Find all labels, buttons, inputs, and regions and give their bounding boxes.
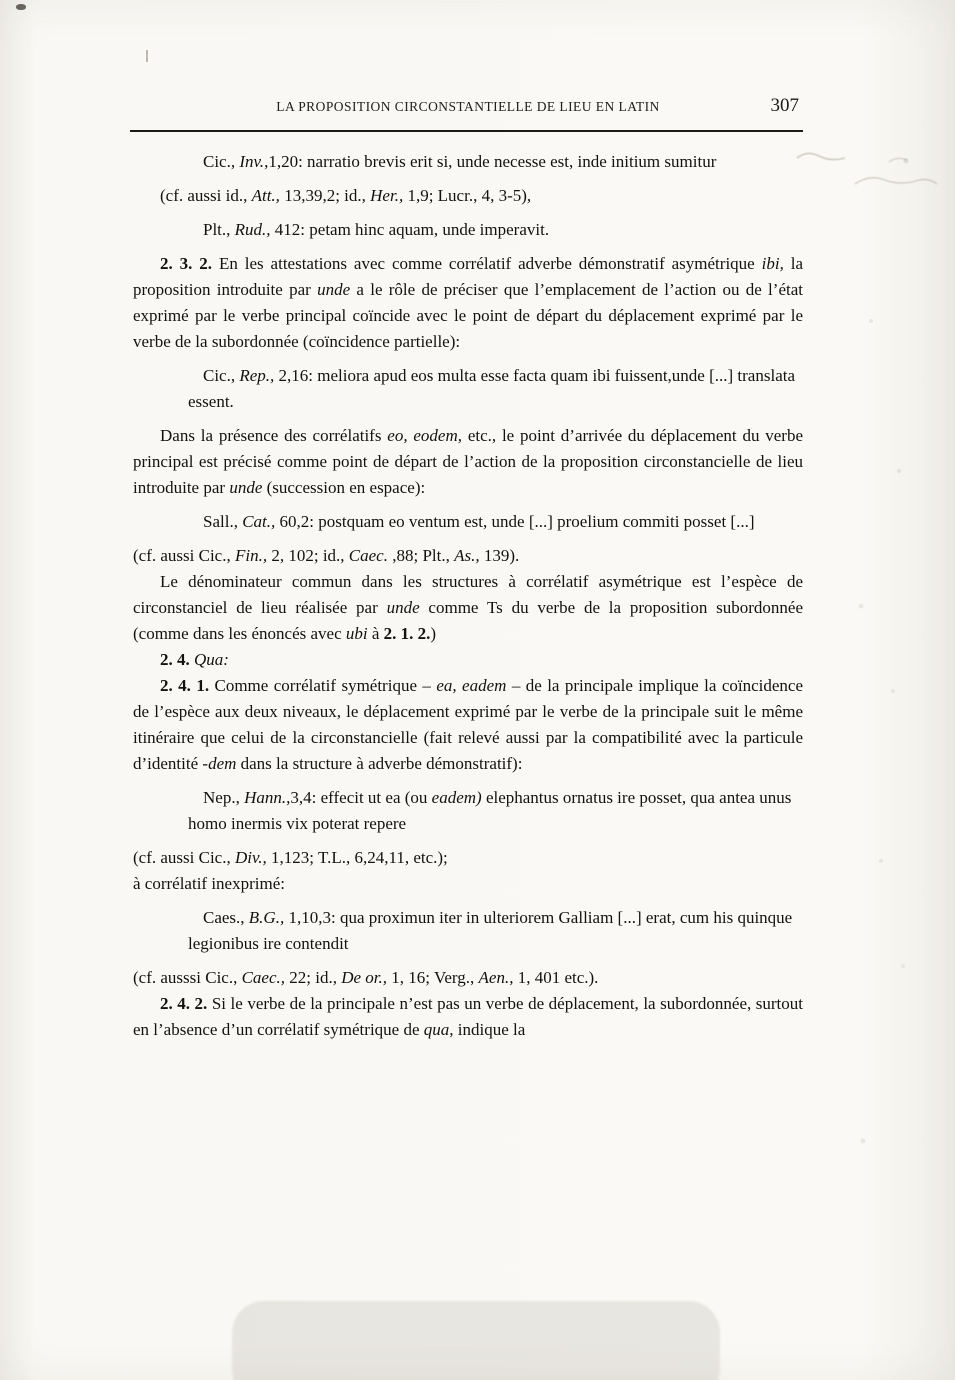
text-segment: unde — [229, 478, 263, 497]
text-segment: 412: petam hinc aquam, unde imperavit. — [270, 220, 550, 239]
text-segment: qua, — [423, 1020, 454, 1039]
text-segment: eadem) — [431, 788, 482, 807]
text-segment: (cf. aussi Cic., — [133, 546, 235, 565]
scan-speck — [16, 4, 26, 10]
text-segment: Inv. — [239, 152, 265, 171]
paragraph — [133, 871, 803, 897]
text-segment: 139). — [479, 546, 520, 565]
paragraph — [133, 569, 803, 647]
text-segment: – de la principale implique la coïncidence de l’espèce aux deux niveaux, le déplacement exprimé par le verbe de la principale suit le même itinéraire que celui de la circonstancielle (fait relevé aussi par la compatibilité avec la particule d’identité — [133, 676, 803, 773]
text-segment: 3,4: effecit ut ea (ou — [290, 788, 432, 807]
text-segment: a le rôle de préciser que l’emplacement de l’action ou de l’état exprimé par le verbe principal coïncide avec le point de départ du déplacement exprimé par le verbe de la subordonnée (coïncidence partielle): — [133, 280, 803, 351]
quotation-block — [133, 363, 803, 415]
quotation-block — [133, 149, 803, 175]
text-segment: 1,10,3: qua proximun iter in ulteriorem Galliam [...] erat, cum his quinque legionibus ire contendit — [188, 908, 793, 953]
text-segment: 1, 16; Verg., — [387, 968, 479, 987]
text-segment: Rud., — [234, 220, 271, 239]
text-segment: 2. 4. 1. — [160, 676, 215, 695]
text-segment: Qua: — [194, 650, 229, 669]
text-segment: Nep., — [203, 788, 245, 807]
margin-annotation-smudge — [793, 144, 943, 210]
text-segment: Cat., — [242, 512, 276, 531]
running-title: LA PROPOSITION CIRCONSTANTIELLE DE LIEU EN LATIN — [276, 99, 660, 114]
text-segment: 2, 102; id., — [267, 546, 349, 565]
text-segment: Plt., — [203, 220, 235, 239]
text-segment: Caec., — [241, 968, 286, 987]
text-segment: Fin., — [234, 546, 268, 565]
text-segment: Sall., — [203, 512, 243, 531]
text-segment: Hann., — [244, 788, 291, 807]
text-segment: En les attestations avec comme corrélatif adverbe démonstratif asymétrique — [218, 254, 762, 273]
text-segment: 60,2: postquam eo ventum est, unde [...] proelium commiti posset [...] — [275, 512, 755, 531]
text-segment: (cf. aussi Cic., — [133, 848, 235, 867]
text-segment: 2,16: meliora apud eos multa esse facta quam ibi fuissent,unde [...] translata essent. — [188, 366, 796, 411]
text-segment: ,1,20: narratio brevis erit si, unde necesse est, inde initium sumitur — [264, 152, 717, 171]
text-segment: De or., — [341, 968, 388, 987]
paragraph — [133, 991, 803, 1043]
text-segment: ea, eadem — [436, 676, 507, 695]
text-segment: Comme corrélatif symétrique – — [214, 676, 437, 695]
text-segment: ,88; Plt., — [387, 546, 455, 565]
text-segment: B.G., — [248, 908, 285, 927]
paragraph — [133, 647, 803, 673]
page-number: 307 — [770, 95, 799, 116]
text-segment: Aen., — [478, 968, 514, 987]
text-segment: -dem — [202, 754, 237, 773]
text-segment: à — [367, 624, 384, 643]
text-segment: comme Ts du verbe de la proposition subordonnée (comme dans les énoncés avec — [133, 598, 803, 643]
text-segment: Dans la présence des corrélatifs — [160, 426, 388, 445]
text-segment: Her., — [370, 186, 404, 205]
header-rule — [130, 130, 803, 132]
text-segment: unde — [386, 598, 420, 617]
text-segment: Si le verbe de la principale n’est pas un verbe de déplacement, la subordonnée, surtout en l’absence d’un corrélatif symétrique de — [133, 994, 803, 1039]
paragraph — [133, 673, 803, 777]
text-segment: (succession en espace): — [262, 478, 426, 497]
paragraph — [133, 965, 803, 991]
text-segment: Cic., — [203, 366, 240, 385]
text-segment: la proposition introduite par — [133, 254, 804, 299]
quotation-block — [133, 217, 803, 243]
text-segment: ibi, — [761, 254, 784, 273]
text-segment: Cic., — [203, 152, 240, 171]
text-segment: dans la structure à adverbe démonstratif): — [236, 754, 523, 773]
text-segment: Rep., — [239, 366, 275, 385]
text-segment: ubi — [345, 624, 368, 643]
page-header — [133, 95, 803, 125]
text-segment: elephantus ornatus ire posset, qua antea unus homo inermis vix poterat repere — [188, 788, 792, 833]
text-segment: 2. 3. 2. — [160, 254, 219, 273]
paragraph — [133, 183, 803, 209]
text-segment: ) — [430, 624, 437, 643]
quotation-block — [133, 905, 803, 957]
paragraph — [133, 543, 803, 569]
scan-artifact-bottom — [232, 1301, 720, 1380]
scan-speck — [146, 50, 148, 62]
text-segment: 1,9; Lucr., 4, 3-5), — [403, 186, 532, 205]
text-segment: 2. 4. 2. — [160, 994, 212, 1013]
text-segment: 2. 4. — [160, 650, 194, 669]
page-body — [133, 141, 803, 1043]
paragraph — [133, 423, 803, 501]
paragraph — [133, 845, 803, 871]
text-segment: (cf. ausssi Cic., — [133, 968, 242, 987]
text-segment: Caes., — [203, 908, 249, 927]
text-segment: 1, 401 etc.). — [513, 968, 599, 987]
text-segment: eo, eodem, — [387, 426, 463, 445]
text-segment: 2. 1. 2. — [383, 624, 431, 643]
text-segment: Att., — [251, 186, 280, 205]
text-segment: (cf. aussi id., — [160, 186, 252, 205]
text-segment: Le dénominateur commun dans les structures à corrélatif asymétrique est l’espèce de circonstanciel de lieu réalisée par — [133, 572, 803, 617]
text-segment: etc., le point d’arrivée du déplacement du verbe principal est précisé comme point de départ de l’action de la proposition circonstancielle de lieu introduite par — [133, 426, 803, 497]
quotation-block — [133, 785, 803, 837]
quotation-block — [133, 509, 803, 535]
paragraph — [133, 251, 803, 355]
text-segment: 13,39,2; id., — [279, 186, 371, 205]
text-segment: à corrélatif inexprimé: — [133, 874, 285, 893]
text-segment: unde — [317, 280, 351, 299]
text-segment: 1,123; T.L., 6,24,11, etc.); — [266, 848, 448, 867]
scan-noise — [850, 150, 852, 152]
text-segment: 22; id., — [285, 968, 342, 987]
text-segment: Div., — [234, 848, 267, 867]
text-segment: indique la — [453, 1020, 526, 1039]
text-segment: Caec. — [348, 546, 388, 565]
text-segment: As., — [454, 546, 480, 565]
